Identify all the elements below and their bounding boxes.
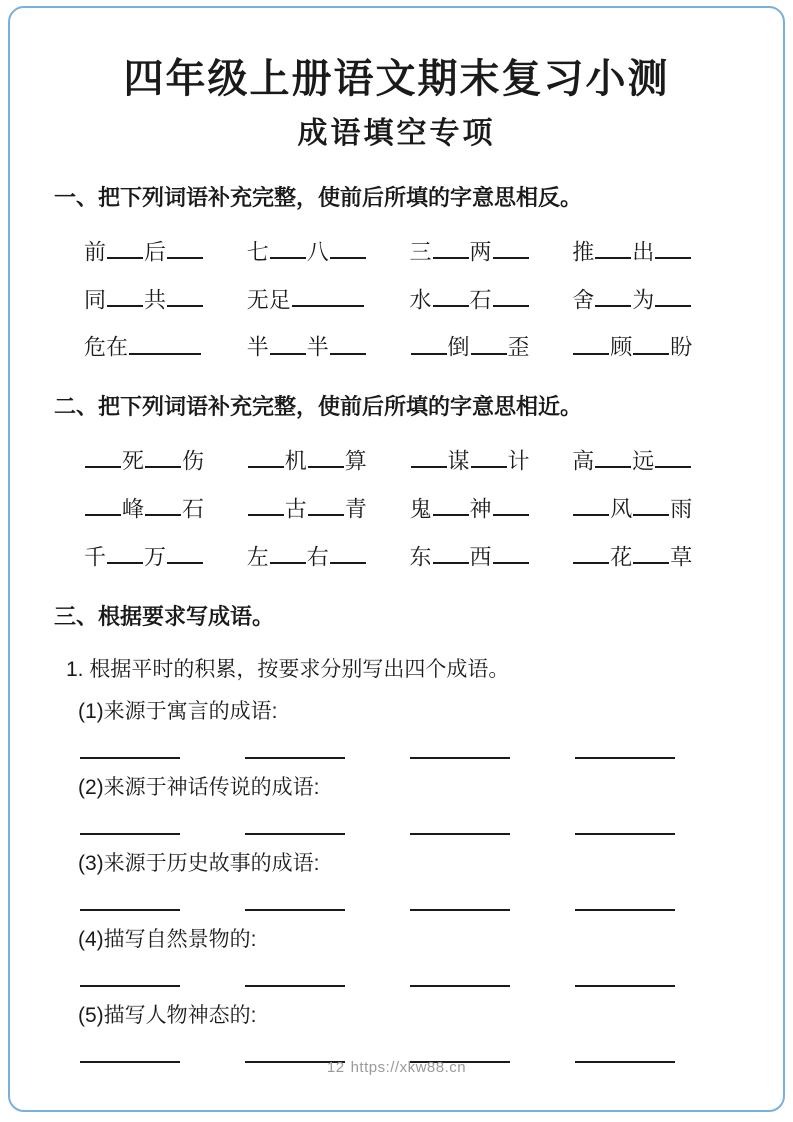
prompt-label: (4)描写自然景物的: xyxy=(78,928,257,952)
answer-blank xyxy=(270,330,306,354)
word-text: 右 xyxy=(306,544,329,570)
word-text: 危在 xyxy=(84,334,129,360)
answer-line xyxy=(80,909,180,911)
word-text: 无足 xyxy=(246,286,291,312)
answer-blank xyxy=(330,330,366,354)
answer-line xyxy=(575,757,675,759)
answer-blank xyxy=(270,235,306,259)
word-text: 水 xyxy=(409,286,432,312)
word-text: 出 xyxy=(632,239,655,265)
answer-line xyxy=(80,833,180,835)
answer-line-row xyxy=(80,985,675,987)
answer-blank xyxy=(167,235,203,259)
word-text: 顾 xyxy=(610,334,633,360)
prompt-block xyxy=(0,849,793,911)
answer-blank xyxy=(270,540,306,564)
answer-blank xyxy=(433,540,469,564)
section-one-word-grid xyxy=(84,235,735,362)
answer-blank xyxy=(655,283,691,307)
answer-blank xyxy=(573,330,609,354)
page-number: 12 xyxy=(326,1059,345,1076)
prompt-block xyxy=(0,1001,793,1063)
answer-blank xyxy=(655,444,691,468)
word-item xyxy=(84,492,247,523)
answer-blank xyxy=(595,235,631,259)
word-text: 花 xyxy=(610,544,633,570)
answer-blank xyxy=(573,492,609,516)
prompt-label: (2)来源于神话传说的成语: xyxy=(78,776,320,800)
answer-line xyxy=(410,985,510,987)
answer-line xyxy=(410,757,510,759)
answer-blank xyxy=(145,492,181,516)
word-text: 西 xyxy=(469,544,492,570)
answer-blank xyxy=(85,492,121,516)
prompt-label: (3)来源于历史故事的成语: xyxy=(78,852,320,876)
word-text: 死 xyxy=(122,448,145,474)
word-text: 同 xyxy=(84,286,107,312)
answer-blank xyxy=(167,283,203,307)
word-text: 草 xyxy=(670,544,693,570)
answer-blank xyxy=(633,330,669,354)
answer-line-row xyxy=(80,757,675,759)
word-item xyxy=(410,444,573,475)
word-text: 万 xyxy=(144,544,167,570)
prompt-block xyxy=(0,697,793,759)
word-text: 远 xyxy=(632,448,655,474)
section-three-prompt-list xyxy=(0,697,793,1063)
footer-url: https://xkw88.cn xyxy=(350,1059,467,1076)
word-text: 东 xyxy=(409,544,432,570)
answer-blank xyxy=(411,444,447,468)
section-two-heading: 二、把下列词语补充完整，使前后所填的字意思相近。 xyxy=(54,394,583,420)
word-item xyxy=(247,235,410,266)
answer-blank xyxy=(655,235,691,259)
word-text: 为 xyxy=(632,286,655,312)
word-item xyxy=(410,283,573,314)
section-one xyxy=(0,184,793,361)
word-item xyxy=(572,235,735,266)
word-item xyxy=(247,492,410,523)
word-text: 古 xyxy=(284,496,307,522)
word-item xyxy=(84,540,247,571)
page-title: 四年级上册语文期末复习小测 xyxy=(123,57,670,101)
word-item xyxy=(410,235,573,266)
answer-blank xyxy=(248,492,284,516)
answer-line xyxy=(245,757,345,759)
word-item xyxy=(84,235,247,266)
word-text: 歪 xyxy=(507,334,530,360)
word-text: 舍 xyxy=(572,286,595,312)
word-item xyxy=(572,492,735,523)
answer-blank xyxy=(573,540,609,564)
word-text: 半 xyxy=(306,334,329,360)
answer-blank xyxy=(292,283,364,307)
word-text: 半 xyxy=(246,334,269,360)
answer-blank xyxy=(308,444,344,468)
word-text: 雨 xyxy=(670,496,693,522)
word-text: 前 xyxy=(84,239,107,265)
answer-blank xyxy=(107,235,143,259)
word-text: 峰 xyxy=(122,496,145,522)
word-text: 盼 xyxy=(670,334,693,360)
answer-line xyxy=(575,909,675,911)
word-item xyxy=(572,540,735,571)
answer-blank xyxy=(493,283,529,307)
answer-blank xyxy=(411,330,447,354)
answer-blank xyxy=(167,540,203,564)
word-item xyxy=(572,330,735,361)
word-item xyxy=(84,283,247,314)
word-text: 伤 xyxy=(182,448,205,474)
word-item xyxy=(572,444,735,475)
section-one-heading: 一、把下列词语补充完整，使前后所填的字意思相反。 xyxy=(54,185,583,210)
answer-line xyxy=(245,909,345,911)
answer-blank xyxy=(433,492,469,516)
word-text: 左 xyxy=(246,544,269,570)
answer-blank xyxy=(595,283,631,307)
word-text: 机 xyxy=(284,448,307,474)
word-text: 后 xyxy=(144,239,167,265)
answer-blank xyxy=(493,492,529,516)
word-text: 青 xyxy=(344,496,367,522)
word-text: 石 xyxy=(469,286,492,312)
word-text: 两 xyxy=(469,239,492,265)
section-three-intro: 1. 根据平时的积累，按要求分别写出四个成语。 xyxy=(66,658,510,682)
answer-blank xyxy=(330,235,366,259)
word-item xyxy=(247,283,410,314)
word-item xyxy=(410,540,573,571)
word-item xyxy=(247,330,410,361)
answer-line xyxy=(410,833,510,835)
answer-blank xyxy=(107,283,143,307)
answer-line xyxy=(245,833,345,835)
word-item xyxy=(572,283,735,314)
answer-line xyxy=(80,985,180,987)
prompt-label: (1)来源于寓言的成语: xyxy=(78,700,278,724)
word-item xyxy=(410,330,573,361)
answer-blank xyxy=(595,444,631,468)
page-footer xyxy=(0,1059,793,1076)
answer-line xyxy=(245,985,345,987)
word-text: 算 xyxy=(344,448,367,474)
section-two-word-grid xyxy=(84,444,735,571)
word-item xyxy=(410,492,573,523)
word-text: 八 xyxy=(306,239,329,265)
section-three xyxy=(0,603,793,1064)
word-item xyxy=(84,444,247,475)
word-text: 风 xyxy=(610,496,633,522)
word-text: 倒 xyxy=(447,334,470,360)
answer-line xyxy=(410,909,510,911)
answer-blank xyxy=(471,330,507,354)
prompt-label: (5)描写人物神态的: xyxy=(78,1004,257,1028)
answer-line xyxy=(575,833,675,835)
word-text: 千 xyxy=(84,544,107,570)
answer-blank xyxy=(129,330,201,354)
section-two xyxy=(0,393,793,570)
answer-blank xyxy=(493,235,529,259)
answer-blank xyxy=(433,235,469,259)
word-text: 鬼 xyxy=(409,496,432,522)
word-text: 七 xyxy=(246,239,269,265)
word-text: 谋 xyxy=(447,448,470,474)
answer-blank xyxy=(633,540,669,564)
prompt-block xyxy=(0,773,793,835)
prompt-block xyxy=(0,925,793,987)
answer-blank xyxy=(248,444,284,468)
word-text: 高 xyxy=(572,448,595,474)
answer-blank xyxy=(308,492,344,516)
word-text: 推 xyxy=(572,239,595,265)
page-subtitle: 成语填空专项 xyxy=(297,117,496,150)
word-text: 三 xyxy=(409,239,432,265)
word-item xyxy=(247,444,410,475)
answer-blank xyxy=(145,444,181,468)
answer-blank xyxy=(85,444,121,468)
answer-line-row xyxy=(80,909,675,911)
answer-blank xyxy=(471,444,507,468)
answer-line-row xyxy=(80,833,675,835)
word-item xyxy=(247,540,410,571)
answer-line xyxy=(80,757,180,759)
word-text: 共 xyxy=(144,286,167,312)
answer-blank xyxy=(107,540,143,564)
answer-line xyxy=(575,985,675,987)
word-text: 石 xyxy=(182,496,205,522)
answer-blank xyxy=(330,540,366,564)
answer-blank xyxy=(493,540,529,564)
word-text: 计 xyxy=(507,448,530,474)
answer-blank xyxy=(633,492,669,516)
word-item xyxy=(84,330,247,361)
answer-blank xyxy=(433,283,469,307)
section-three-heading: 三、根据要求写成语。 xyxy=(54,603,275,629)
word-text: 神 xyxy=(469,496,492,522)
